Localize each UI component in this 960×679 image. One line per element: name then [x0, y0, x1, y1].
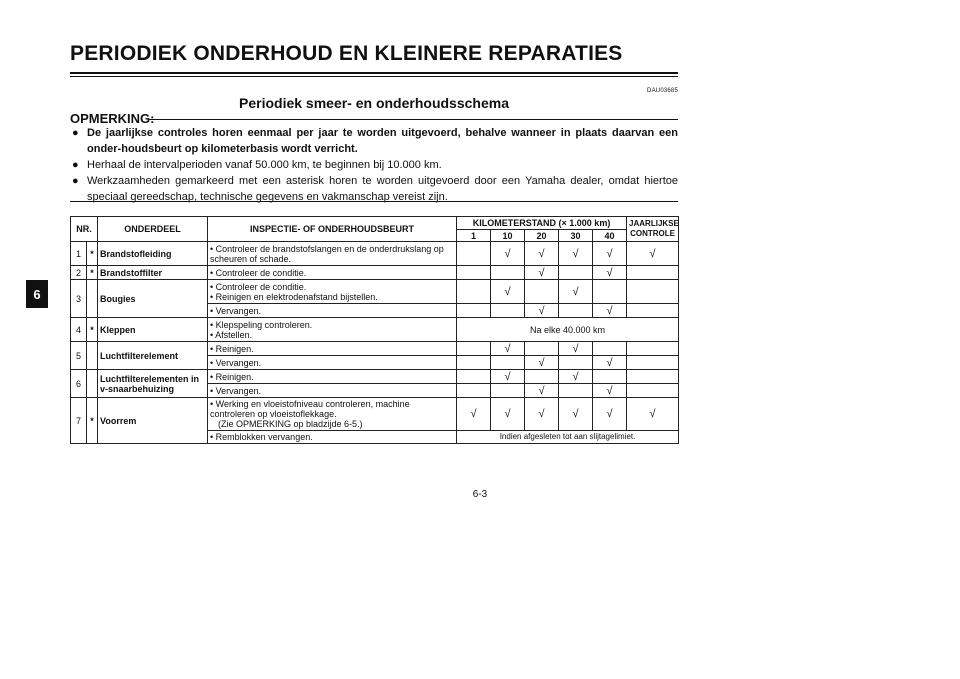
table-row: 1 * Brandstofleiding • Controleer de brandstofslangen en de onderdrukslang op scheuren of schade. √ √ √ √ √	[71, 242, 679, 266]
section-subtitle: Periodiek smeer- en onderhoudsschema	[239, 95, 509, 111]
note-end-rule	[70, 201, 678, 202]
table-row: 2 * Brandstoffilter • Controleer de conditie. √ √	[71, 266, 679, 280]
note-item: ● De jaarlijkse controles horen eenmaal per jaar te worden uitgevoerd, behalve wanneer in plaats daarvan een onder-houdsbeurt op kilometerbasis wordt verricht.	[72, 127, 678, 155]
note-list	[72, 125, 678, 205]
table-row: 7 * Voorrem • Werking en vloeistofniveau controleren, machine controleren op vloeistoflekkage. (Zie OPMERKING op bladzijde 6-5.) √ √ √ √ √ √	[71, 398, 679, 431]
table-row: • Vervangen. √ √	[71, 384, 679, 398]
table-row: 3 Bougies • Controleer de conditie. • Reinigen en elektrodenafstand bijstellen. √ √	[71, 280, 679, 304]
page-title: PERIODIEK ONDERHOUD EN KLEINERE REPARATIES	[70, 42, 623, 65]
page-number: 6-3	[472, 489, 488, 500]
header-nr: NR.	[71, 217, 98, 242]
document-code: DAU03685	[647, 88, 678, 94]
maintenance-schedule-table	[70, 216, 679, 444]
table-row: 5 Luchtfilterelement • Reinigen. √ √	[71, 342, 679, 356]
chapter-tab: 6	[26, 280, 48, 308]
bullet-icon: ●	[72, 127, 79, 139]
table-row: 4 * Kleppen • Klepspeling controleren. • Afstellen. Na elke 40.000 km	[71, 318, 679, 342]
table-row: • Vervangen. √ √	[71, 304, 679, 318]
note-item: ● Herhaal de intervalperioden vanaf 50.000 km, te beginnen bij 10.000 km.	[72, 159, 442, 171]
note-item: ● Werkzaamheden gemarkeerd met een asterisk horen te worden uitgevoerd door een Yamaha dealer, omdat hiertoe speciaal gereedschap, technische gegevens en vakmanschap vereist zijn.	[72, 175, 678, 203]
header-km-40: 40	[593, 230, 627, 242]
table-row: 6 Luchtfilterelementen in v-snaarbehuizing • Reinigen. √ √	[71, 370, 679, 384]
bullet-icon: ●	[72, 175, 79, 187]
title-rule	[70, 72, 678, 74]
header-km-30: 30	[559, 230, 593, 242]
title-rule-thin	[70, 76, 678, 77]
header-km-20: 20	[525, 230, 559, 242]
bullet-icon: ●	[72, 159, 79, 171]
header-yearly: JAARLIJKSE CONTROLE	[627, 217, 679, 242]
header-km-1: 1	[457, 230, 491, 242]
note-rule	[148, 119, 678, 120]
header-part: ONDERDEEL	[98, 217, 208, 242]
header-km-10: 10	[491, 230, 525, 242]
table-row: • Vervangen. √ √	[71, 356, 679, 370]
header-inspection: INSPECTIE- OF ONDERHOUDSBEURT	[208, 217, 457, 242]
note-heading: OPMERKING:	[70, 111, 155, 126]
header-km-group: KILOMETERSTAND (× 1.000 km)	[457, 217, 627, 230]
table-row: • Remblokken vervangen. Indien afgesleten tot aan slijtagelimiet.	[71, 431, 679, 444]
